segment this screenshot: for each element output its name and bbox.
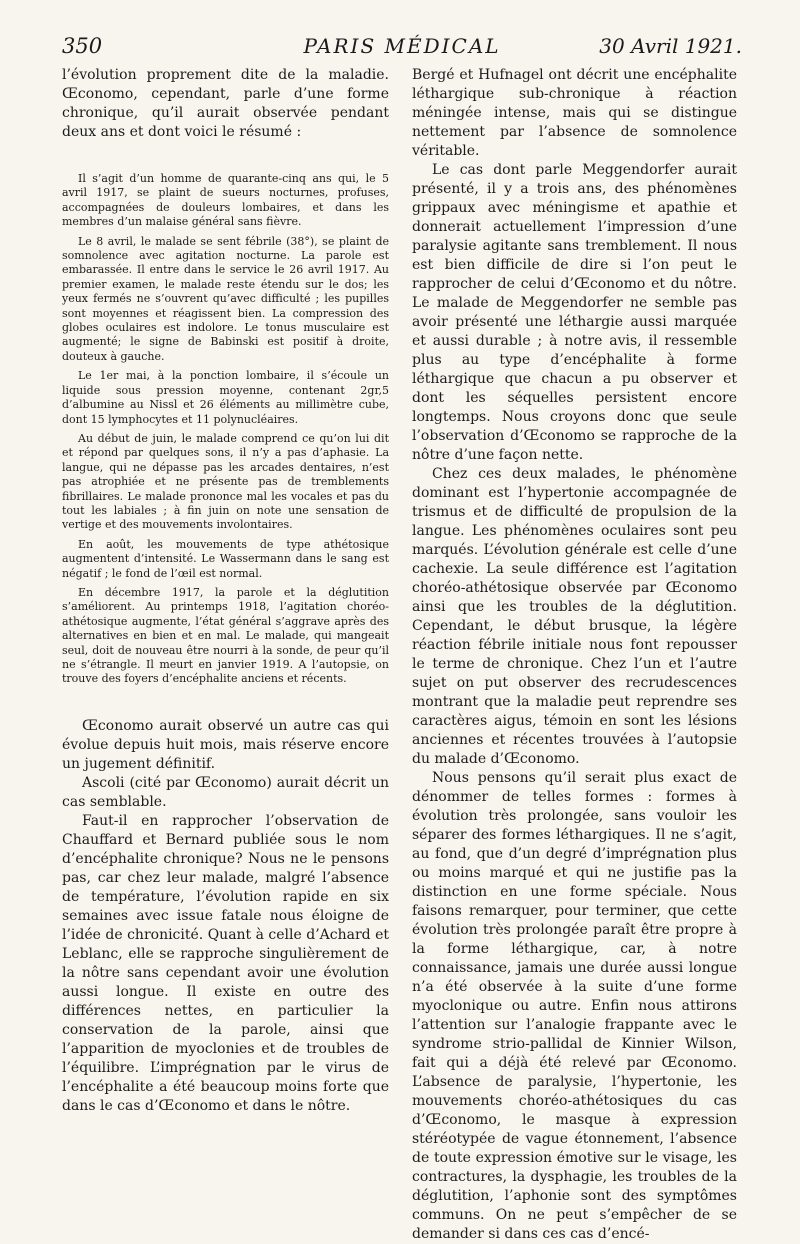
body-paragraph: Nous pensons qu’il serait plus exact de dénommer de telles formes : formes à évolution très prolongée, sans vouloir les séparer des formes léthargiques. Il ne s’agit, au fond, que d’un degré d’imprégnation plus ou moins marqué et qui ne justifie pas la distinction en une forme spéciale. Nous faisons remarquer, pour terminer, que cette évolution très prolongée paraît être propre à la forme léthargique, car, à notre connaissance, jamais une durée aussi longue n’a été observée à la suite d’une forme myoclonique ou autre. Enfin nous attirons l’attention sur l’analogie frappante avec le syndrome strio-pallidal de Kinnier Wilson, fait qui a déjà été relevé par Œconomo. L’absence de paralysie, l’hypertonie, les mouvements choréo-athétosiques du cas d’Œconomo, le masque à expression stéréotypée de vague étonnement, l’absence de toute expression émotive sur le visage, les contractures, la dysphagie, les troubles de la déglutition, l’aphonie sont des symptômes communs. On ne peut s’empêcher de se demander si dans ces cas d’encé- [412,770,737,1242]
page-number: 350 [62,34,103,58]
body-paragraph: Le cas dont parle Meggendorfer aurait présenté, il y a trois ans, des phénomènes grippaux avec méningisme et apathie et donnerait actuellement l’impression d’une paralysie agitante sans tremblement. Il nous est bien difficile de dire si l’on peut le rapprocher de celui d’Œconomo et du nôtre. Le malade de Meggendorfer ne semble pas avoir présenté une léthargie aussi marquée et aussi durable ; à notre avis, il ressemble plus au type d’encéphalite à forme léthargique que chacun a pu observer et dont les séquelles persistent encore longtemps. Nous croyons donc que seule l’observation d’Œconomo se rapproche de la nôtre d’une façon nette. [412,162,737,463]
body-paragraph: Ascoli (cité par Œconomo) aurait décrit un cas semblable. [62,774,389,810]
body-paragraph: Œconomo aurait observé un autre cas qui évolue depuis huit mois, mais réserve encore un jugement définitif. [62,717,389,772]
case-report [62,172,389,687]
left-column [62,66,389,1116]
journal-title: PARIS MÉDICAL [303,34,501,58]
body-paragraph: Faut-il en rapprocher l’observation de Chauffard et Bernard publiée sous le nom d’encéphalite chronique? Nous ne le pensons pas, car chez leur malade, malgré l’absence de température, l’évolution rapide en six semaines avec issue fatale nous éloigne de l’idée de chronicité. Quant à celle d’Achard et Leblanc, elle se rapproche singulièrement de la nôtre sans cependant avoir une évolution aussi longue. Il existe en outre des différences nettes, en particulier la conservation de la parole, ainsi que l’apparition de myoclonies et de troubles de l’équilibre. L’imprégnation par le virus de l’encéphalite a été beaucoup moins forte que dans le cas d’Œconomo et dans le nôtre. [62,812,389,1114]
case-report-paragraph: En décembre 1917, la parole et la déglutition s’améliorent. Au printemps 1918, l’agitation choréo-athétosique augmente, l’état général s’aggrave après des alternatives en bien et en mal. Le malade, qui mangeait seul, doit de nouveau être nourri à la sonde, de peur qu’il ne s’étrangle. Il meurt en janvier 1919. A l’autopsie, on trouve des foyers d’encéphalite anciens et récents. [62,585,389,686]
case-report-paragraph: En août, les mouvements de type athétosique augmentent d’intensité. Le Wassermann dans le sang est négatif ; le fond de l’œil est normal. [62,537,389,580]
page-header [62,34,742,64]
case-report-paragraph: Il s’agit d’un homme de quarante-cinq ans qui, le 5 avril 1917, se plaint de sueurs nocturnes, profuses, accompagnées de douleurs lombaires, et dans les membres d’un malaise général sans fièvre. [62,172,389,229]
body-paragraph: Bergé et Hufnagel ont décrit une encéphalite léthargique sub-chronique à réaction méningée intense, mais qui se distingue nettement par l’absence de somnolence véritable. [412,67,737,159]
issue-date: 30 Avril 1921. [599,34,742,58]
intro-paragraph: l’évolution proprement dite de la maladie. Œconomo, cependant, parle d’une forme chronique, qu’il aurait observée pendant deux ans et dont voici le résumé : [62,67,389,140]
right-column [412,66,737,1244]
case-report-paragraph: Au début de juin, le malade comprend ce qu’on lui dit et répond par quelques sons, il n’y a pas d’aphasie. La langue, qui ne dépasse pas les arcades dentaires, n’est pas atrophiée et ne présente pas de tremblements fibrillaires. Le malade prononce mal les vocales et pas du tout les labiales ; à fin juin on note une sensation de vertige et des mouvements involontaires. [62,431,389,532]
case-report-paragraph: Le 1er mai, à la ponction lombaire, il s’écoule un liquide sous pression moyenne, contenant 2gr,5 d’albumine au Nissl et 26 éléments au millimètre cube, dont 15 lymphocytes et 11 polynucléaires. [62,369,389,426]
body-paragraph: Chez ces deux malades, le phénomène dominant est l’hypertonie accompagnée de trismus et de difficulté de propulsion de la langue. Les phénomènes oculaires sont peu marqués. L’évolution générale est celle d’une cachexie. La seule différence est l’agitation choréo-athétosique observée par Œconomo ainsi que les troubles de la déglutition. Cependant, le début brusque, la légère réaction fébrile initiale nous font repousser le terme de chronique. Chez l’un et l’autre sujet on put observer des recrudescences montrant que la maladie peut reprendre ses caractères aigus, témoin en sont les lésions anciennes et récentes trouvées à l’autopsie du malade d’Œconomo. [412,466,737,767]
case-report-paragraph: Le 8 avril, le malade se sent fébrile (38°), se plaint de somnolence avec agitation nocturne. La parole est embarassée. Il entre dans le service le 26 avril 1917. Au premier examen, le malade reste étendu sur le dos; les yeux fermés ne s’ouvrent qu’avec difficulté ; les pupilles sont moyennes et réagissent bien. La compression des globes oculaires est indolore. Le tonus musculaire est augmenté; le signe de Babinski est positif à droite, douteux à gauche. [62,234,389,363]
